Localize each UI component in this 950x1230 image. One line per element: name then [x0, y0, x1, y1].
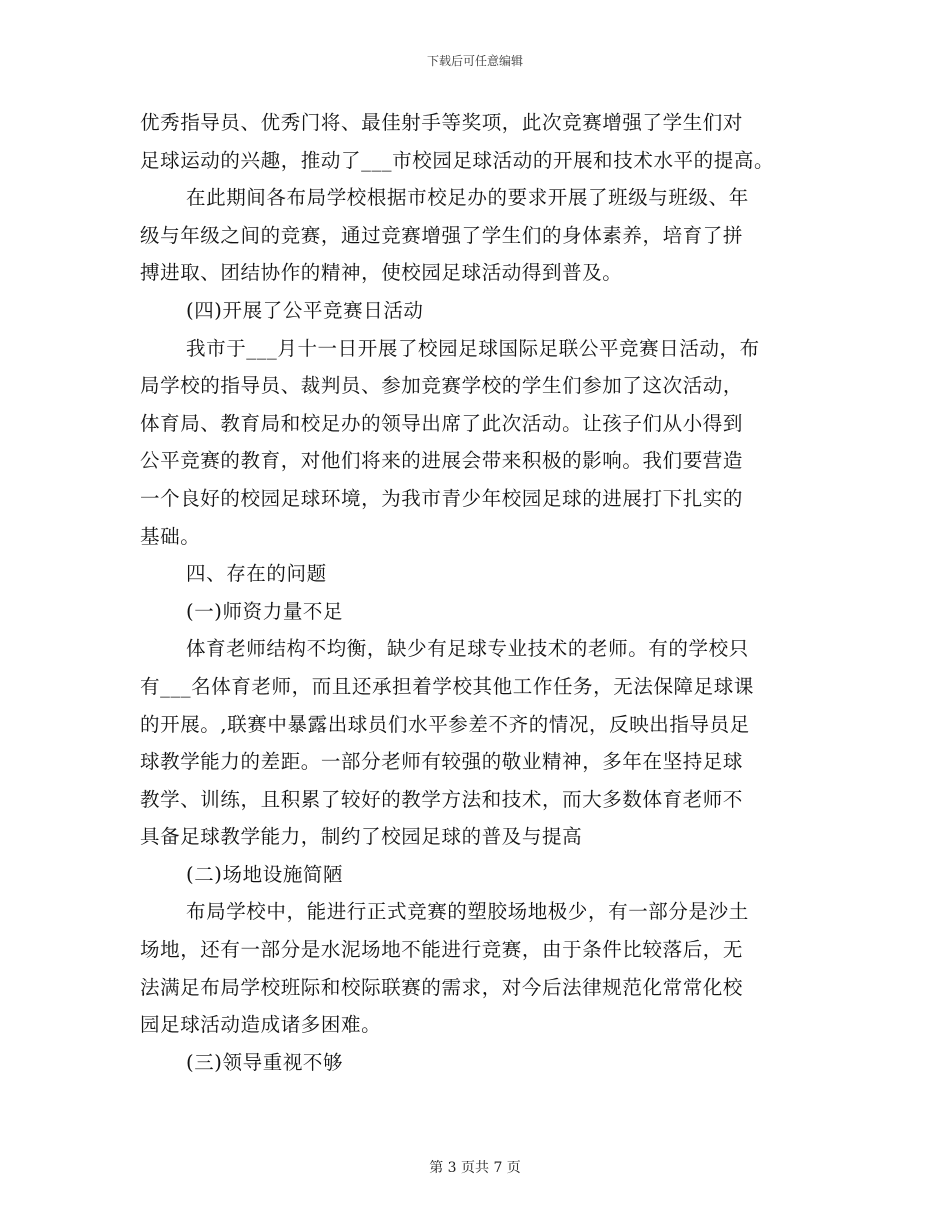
section-heading: (二)场地设施简陋 — [186, 862, 344, 886]
body-line: 场地，还有一部分是水泥场地不能进行竞赛，由于条件比较落后，无 — [140, 938, 744, 962]
paragraph-start: 在此期间各布局学校根据市校足办的要求开展了班级与班级、年 — [186, 186, 749, 210]
document-body — [140, 104, 820, 1081]
paragraph-start: 我市于___月十一日开展了校园足球国际足联公平竞赛日活动，布 — [186, 336, 760, 360]
chapter-heading: 四、存在的问题 — [186, 562, 327, 586]
body-line: 的开展。,联赛中暴露出球员们水平参差不齐的情况，反映出指导员足 — [140, 712, 750, 736]
body-line: 基础。 — [140, 524, 201, 548]
body-line: 有___名体育老师，而且还承担着学校其他工作任务，无法保障足球课 — [140, 674, 754, 698]
body-line: 搏进取、团结协作的精神，使校园足球活动得到普及。 — [140, 261, 623, 285]
page-footer: 第 3 页共 7 页 — [429, 1160, 521, 1176]
paragraph-start: 布局学校中，能进行正式竞赛的塑胶场地极少，有一部分是沙土 — [186, 900, 749, 924]
section-heading: (四)开展了公平竞赛日活动 — [186, 298, 424, 322]
body-line: 足球运动的兴趣，推动了___市校园足球活动的开展和技术水平的提高。 — [140, 148, 775, 172]
body-line: 局学校的指导员、裁判员、参加竞赛学校的学生们参加了这次活动， — [140, 374, 744, 398]
page-header: 下载后可任意编辑 — [426, 54, 523, 68]
section-heading: (一)师资力量不足 — [186, 599, 344, 623]
body-line: 一个良好的校园足球环境，为我市青少年校园足球的进展打下扎实的 — [140, 486, 744, 510]
body-line: 体育局、教育局和校足办的领导出席了此次活动。让孩子们从小得到 — [140, 411, 744, 435]
body-line: 公平竞赛的教育，对他们将来的进展会带来积极的影响。我们要营造 — [140, 449, 744, 473]
paragraph-start: 体育老师结构不均衡，缺少有足球专业技术的老师。有的学校只 — [186, 637, 749, 661]
section-heading: (三)领导重视不够 — [186, 1050, 344, 1074]
body-line: 具备足球教学能力，制约了校园足球的普及与提高 — [140, 825, 583, 849]
body-line: 法满足布局学校班际和校际联赛的需求，对今后法律规范化常常化校 — [140, 975, 744, 999]
body-line: 园足球活动造成诸多困难。 — [140, 1013, 382, 1037]
body-line: 级与年级之间的竞赛，通过竞赛增强了学生们的身体素养，培育了拼 — [140, 223, 744, 247]
body-line: 球教学能力的差距。一部分老师有较强的敬业精神，多年在坚持足球 — [140, 750, 744, 774]
body-line: 教学、训练，且积累了较好的教学方法和技术，而大多数体育老师不 — [140, 787, 744, 811]
body-line: 优秀指导员、优秀门将、最佳射手等奖项，此次竞赛增强了学生们对 — [140, 111, 744, 134]
